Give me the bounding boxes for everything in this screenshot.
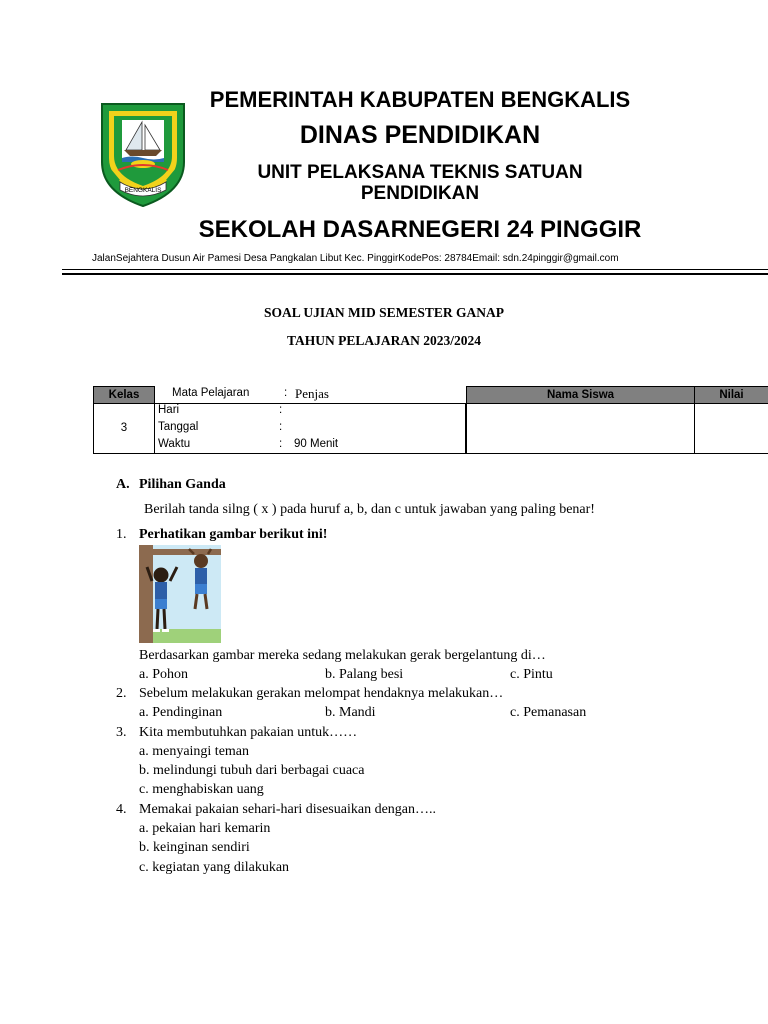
question-1-option-b: b. Palang besi bbox=[325, 667, 404, 682]
letterhead-divider-thick bbox=[62, 273, 768, 275]
kelas-value: 3 bbox=[120, 422, 128, 434]
waktu-colon: : bbox=[279, 438, 283, 450]
svg-text:BENGKALIS: BENGKALIS bbox=[124, 187, 162, 194]
question-3-option-b: b. melindungi tubuh dari berbagai cuaca bbox=[139, 763, 365, 778]
tanggal-colon: : bbox=[279, 421, 283, 433]
question-4-text: Memakai pakaian sehari-hari disesuaikan dengan….. bbox=[139, 802, 437, 817]
question-4-option-c: c. kegiatan yang dilakukan bbox=[139, 860, 290, 875]
question-4-option-b: b. keinginan sendiri bbox=[139, 840, 250, 855]
mapel-label: Mata Pelajaran bbox=[172, 387, 250, 399]
question-2-option-a: a. Pendinginan bbox=[139, 705, 223, 720]
nilai-header: Nilai bbox=[694, 386, 768, 404]
mapel-value: Penjas bbox=[295, 386, 329, 401]
question-1-option-a: a. Pohon bbox=[139, 667, 188, 682]
question-1-text: Perhatikan gambar berikut ini! bbox=[139, 527, 328, 542]
kelas-value-cell bbox=[93, 403, 155, 454]
letterhead-line-agency: DINAS PENDIDIKAN bbox=[299, 121, 541, 149]
question-1-option-c: c. Pintu bbox=[510, 667, 553, 682]
question-3-number: 3. bbox=[116, 725, 127, 740]
letterhead-line-school: SEKOLAH DASARNEGERI 24 PINGGIR bbox=[198, 216, 642, 243]
letterhead-divider-thin bbox=[62, 269, 768, 270]
nama-siswa-field bbox=[466, 403, 695, 454]
bengkalis-regency-logo bbox=[98, 100, 188, 208]
section-title: Pilihan Ganda bbox=[139, 477, 226, 492]
waktu-value: 90 Menit bbox=[294, 438, 339, 450]
letterhead-line-unit: UNIT PELAKSANA TEKNIS SATUAN PENDIDIKAN bbox=[257, 162, 583, 204]
section-letter: A. bbox=[116, 477, 130, 492]
question-3-option-c: c. menghabiskan uang bbox=[139, 782, 264, 797]
kelas-header: Kelas bbox=[93, 386, 155, 404]
children-hanging-on-tree-illustration bbox=[139, 545, 221, 643]
question-4-option-a: a. pekaian hari kemarin bbox=[139, 821, 271, 836]
question-2-option-c: c. Pemanasan bbox=[510, 705, 587, 720]
question-1-number: 1. bbox=[116, 527, 127, 542]
nilai-field bbox=[694, 403, 768, 454]
letterhead-line-government: PEMERINTAH KABUPATEN BENGKALIS bbox=[209, 87, 631, 112]
section-instruction: Berilah tanda silng ( x ) pada huruf a, b, dan c untuk jawaban yang paling benar! bbox=[144, 502, 595, 517]
waktu-label: Waktu bbox=[158, 438, 191, 450]
mapel-colon: : bbox=[284, 387, 288, 399]
question-4-number: 4. bbox=[116, 802, 127, 817]
nama-siswa-header: Nama Siswa bbox=[466, 386, 695, 404]
hari-colon: : bbox=[279, 404, 283, 416]
question-3-text: Kita membutuhkan pakaian untuk…… bbox=[139, 725, 358, 740]
question-2-text: Sebelum melakukan gerakan melompat hendaknya melakukan… bbox=[139, 686, 504, 701]
question-3-option-a: a. menyaingi teman bbox=[139, 744, 250, 759]
exam-title: SOAL UJIAN MID SEMESTER GANAP bbox=[263, 305, 505, 320]
school-address: JalanSejahtera Dusun Air Pamesi Desa Pangkalan Libut Kec. PinggirKodePos: 28784Email: sdn.24pinggir@gmail.com bbox=[92, 253, 619, 264]
question-1-followup: Berdasarkan gambar mereka sedang melakukan gerak bergelantung di… bbox=[139, 648, 546, 663]
exam-year: TAHUN PELAJARAN 2023/2024 bbox=[286, 333, 481, 348]
question-2-number: 2. bbox=[116, 686, 127, 701]
tanggal-label: Tanggal bbox=[158, 421, 199, 433]
question-2-option-b: b. Mandi bbox=[325, 705, 376, 720]
hari-label: Hari bbox=[158, 404, 180, 416]
